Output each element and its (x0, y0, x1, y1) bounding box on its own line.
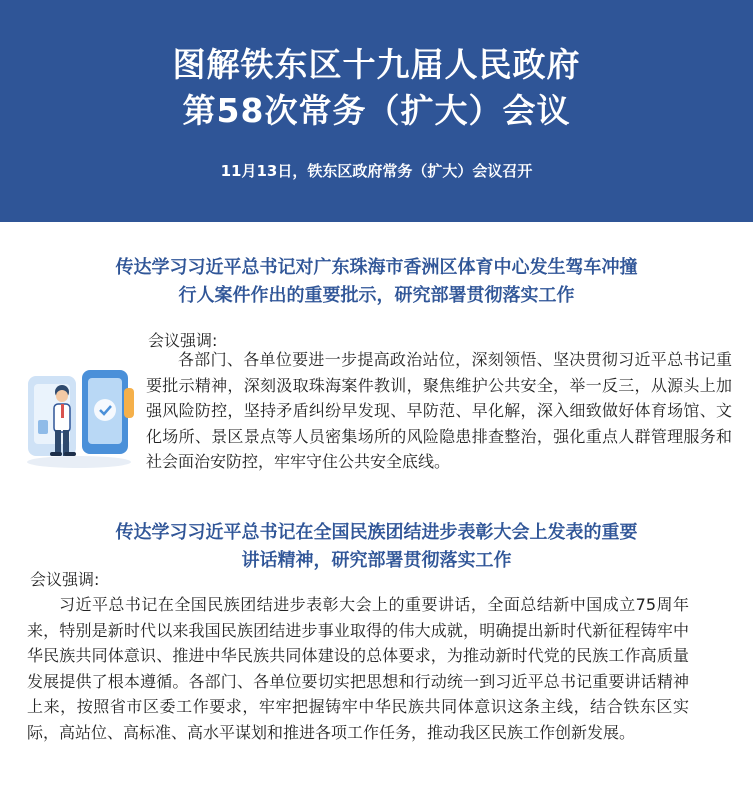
section2-emphasis-label: 会议强调: (30, 570, 100, 589)
page-subtitle: 11月13日，铁东区政府常务（扩大）会议召开 (220, 162, 533, 180)
page-title-line2: 第58次常务（扩大）会议 (182, 91, 571, 130)
section1-title-line1: 传达学习习近平总书记对广东珠海市香洲区体育中心发生驾车冲撞 (115, 257, 638, 278)
section1-emphasis-label: 会议强调: (148, 331, 218, 350)
section1-title (20, 254, 733, 310)
page-title-line1: 图解铁东区十九届人民政府 (172, 45, 581, 84)
section2-title (20, 519, 733, 575)
section1-body: 各部门、各单位要进一步提高政治站位，深刻领悟、坚决贯彻习近平总书记重要批示精神，深刻汲取珠海案件教训，聚焦维护公共安全，举一反三，从源头上加强风险防控，坚持矛盾纠纷早发现、早防范、早化解，深入细致做好体育场馆、文化场所、景区景点等人员密集场所的风险隐患排查整治，强化重点人群管理服务和社会面治安防控，牢牢守住公共安全底线。 (146, 350, 732, 471)
section2-body: 习近平总书记在全国民族团结进步表彰大会上的重要讲话，全面总结新中国成立75周年来，特别是新时代以来我国民族团结进步事业取得的伟大成就，明确提出新时代新征程铸牢中华民族共同体意识、推进中华民族共同体建设的总体要求，为推动新时代党的民族工作高质量发展提供了根本遵循。各部门、各单位要切实把思想和行动统一到习近平总书记重要讲话精神上来，按照省市区委工作要求，牢牢把握铸牢中华民族共同体意识这条主线，结合铁东区实际，高站位、高标准、高水平谋划和推进各项工作任务，推动我区民族工作创新发展。 (27, 595, 689, 742)
section2-title-line2: 讲话精神，研究部署贯彻落实工作 (241, 550, 512, 571)
section2-title-line1: 传达学习习近平总书记在全国民族团结进步表彰大会上发表的重要 (115, 522, 638, 543)
header-banner (0, 0, 753, 222)
meeting-illustration (20, 358, 138, 470)
section1-title-line2: 行人案件作出的重要批示，研究部署贯彻落实工作 (178, 285, 575, 306)
